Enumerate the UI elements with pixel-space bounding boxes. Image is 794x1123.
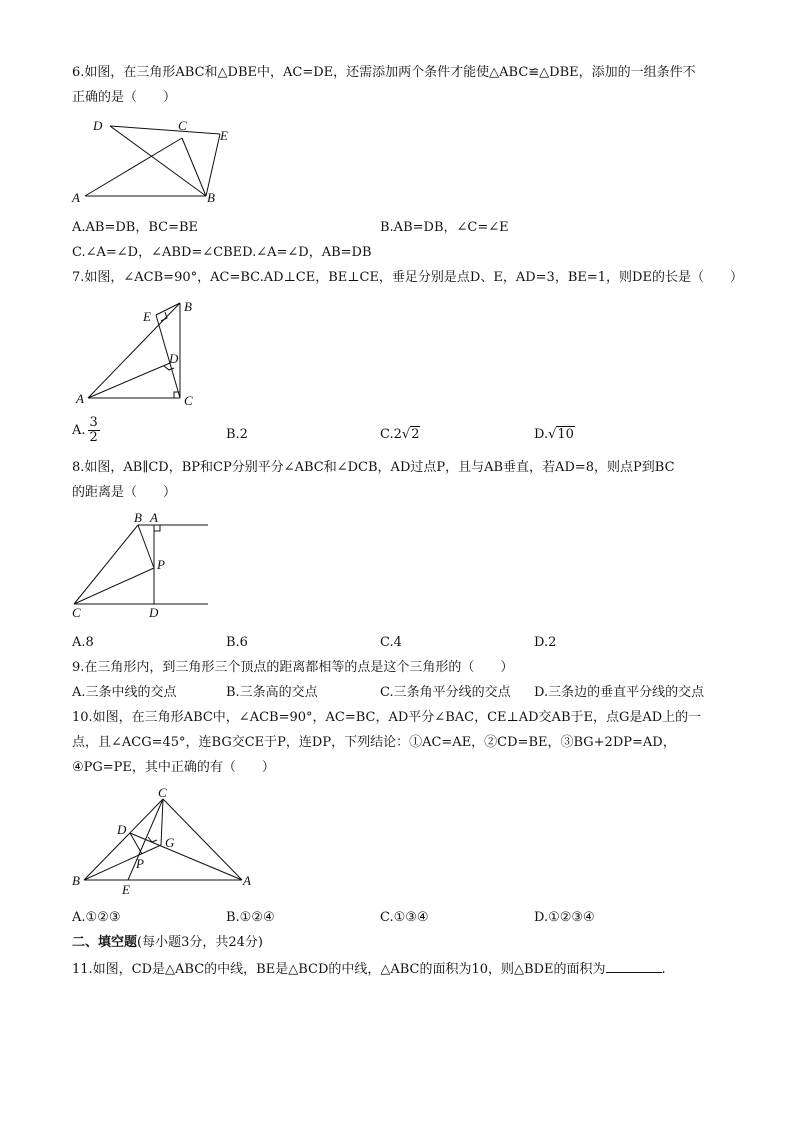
q7-option-c-prefix: C.2 [380, 427, 402, 442]
q11-text: 11.如图，CD是△ABC的中线，BE是△BCD的中线，△ABC的面积为10，则△BDE的面积为 [72, 962, 606, 977]
q7-figure [70, 295, 200, 410]
q7-segment-eb [156, 303, 180, 315]
q9-stem-line1: 9.在三角形内，到三角形三个顶点的距离都相等的点是这个三角形的（ ） [72, 660, 514, 675]
q7-label-a: A [76, 391, 84, 406]
q10-stem-line3: ④PG=PE，其中正确的有（ ） [72, 760, 275, 775]
q8-label-p: P [157, 557, 165, 572]
q6-label-d: D [93, 118, 103, 133]
q10-option-c[interactable]: C.①③④ [380, 910, 429, 925]
q9-option-c[interactable]: C.三条角平分线的交点 [380, 685, 511, 700]
q10-stem-line1: 10.如图，在三角形ABC中，∠ACB=90°，AC=BC，AD平分∠BAC，CE⊥AD交AB于E，点G是AD上的一 [72, 710, 702, 725]
q6-label-b: B [207, 190, 215, 205]
q7-label-c: C [184, 393, 193, 408]
sqrt-icon: √ [401, 427, 411, 442]
q10-label-d: D [117, 822, 127, 837]
q8-figure [68, 508, 213, 623]
q10-option-a[interactable]: A.①②③ [72, 910, 121, 925]
q8-stem-line2: 的距离是（ ） [72, 485, 177, 500]
q7-label-d: D [169, 351, 179, 366]
q7-segment-ad [88, 363, 170, 398]
q8-segment-bp [138, 525, 154, 568]
q6-figure [70, 112, 240, 208]
q11-stem [72, 960, 666, 979]
q11-answer-blank[interactable] [606, 960, 662, 973]
q6-option-a[interactable]: A.AB=DB，BC=BE [72, 220, 199, 235]
q10-option-b[interactable]: B.①②④ [226, 910, 275, 925]
q8-option-d[interactable]: D.2 [534, 635, 557, 650]
q10-segment-dp [130, 833, 142, 854]
q7-option-b[interactable]: B.2 [226, 427, 248, 442]
q7-right-angle-e [161, 312, 167, 321]
q8-stem-line1: 8.如图，AB∥CD，BP和CP分别平分∠ABC和∠DCB，AD过点P，且与AB垂直，若AD=8，则点P到BC [72, 460, 675, 475]
q8-segment-bc [74, 525, 138, 604]
q10-label-c: C [158, 785, 167, 800]
q7-option-a-numerator: 3 [89, 415, 98, 430]
q8-label-c: C [72, 605, 81, 620]
sqrt-icon: √ [548, 427, 557, 442]
q8-right-angle-a [154, 525, 160, 531]
q10-label-e: E [122, 882, 130, 897]
q8-label-d: D [149, 605, 159, 620]
q6-label-a: A [72, 190, 80, 205]
section-2-note: (每小题3分，共24分) [137, 935, 263, 950]
q7-stem-line1: 7.如图，∠ACB=90°，AC=BC.AD⊥CE，BE⊥CE，垂足分别是点D、E，AD=3，BE=1，则DE的长是（ ） [72, 270, 743, 285]
q7-label-b: B [184, 299, 192, 314]
q6-option-c-d[interactable]: C.∠A=∠D，∠ABD=∠CBED.∠A=∠D，AB=DB [72, 245, 372, 260]
q7-label-e: E [143, 309, 151, 324]
q7-option-d[interactable] [534, 426, 575, 444]
q10-label-a: A [243, 873, 251, 888]
q10-option-d[interactable]: D.①②③④ [534, 910, 595, 925]
q6-option-b[interactable]: B.AB=DB，∠C=∠E [380, 220, 509, 235]
q8-label-b: B [134, 510, 142, 525]
q11-end: . [661, 962, 666, 977]
q10-segment-bc [84, 799, 163, 880]
q7-right-angle-d [164, 366, 174, 370]
q10-figure [66, 784, 266, 899]
q6-stem-line1: 6.如图，在三角形ABC和△DBE中，AC=DE，还需添加两个条件才能使△ABC≌△DBE，添加的一组条件不 [72, 65, 696, 80]
q8-option-a[interactable]: A.8 [72, 635, 94, 650]
q10-segment-bg [84, 845, 161, 880]
q10-segment-da [130, 833, 242, 880]
q8-option-c[interactable]: C.4 [380, 635, 402, 650]
q7-option-d-prefix: D. [534, 427, 549, 442]
q7-option-c-radicand: 2 [411, 427, 420, 442]
q10-stem-line2: 点，且∠ACG=45°，连BG交CE于P，连DP，下列结论：①AC=AE，②CD=BE，③BG+2DP=AD， [72, 735, 676, 750]
q6-segment-eb [206, 134, 220, 196]
q9-option-a[interactable]: A.三条中线的交点 [72, 685, 177, 700]
q9-option-b[interactable]: B.三条高的交点 [226, 685, 318, 700]
section-2-heading [72, 934, 263, 952]
q8-segment-cp [74, 568, 154, 604]
q10-label-g: G [165, 835, 175, 850]
q6-segment-ac [85, 138, 182, 196]
q10-label-b: B [72, 873, 80, 888]
q9-option-d[interactable]: D.三条边的垂直平分线的交点 [534, 685, 705, 700]
q7-option-c[interactable] [380, 426, 420, 444]
q7-option-a-fraction [88, 416, 100, 445]
q8-label-a: A [150, 510, 158, 525]
section-2-title: 二、填空题 [72, 935, 138, 950]
q7-option-a-prefix: A. [72, 423, 86, 438]
q6-label-e: E [220, 128, 228, 143]
q8-option-b[interactable]: B.6 [226, 635, 248, 650]
q7-option-a-denominator: 2 [89, 430, 98, 445]
q6-segment-de [110, 126, 220, 134]
q6-stem-line2: 正确的是（ ） [72, 90, 177, 105]
q10-segment-ca [163, 799, 242, 880]
q10-label-p: P [136, 856, 144, 871]
q7-option-d-radicand: 10 [557, 427, 574, 442]
q6-label-c: C [178, 118, 187, 133]
q10-segment-gc [161, 799, 163, 845]
q7-option-a[interactable] [72, 416, 100, 445]
